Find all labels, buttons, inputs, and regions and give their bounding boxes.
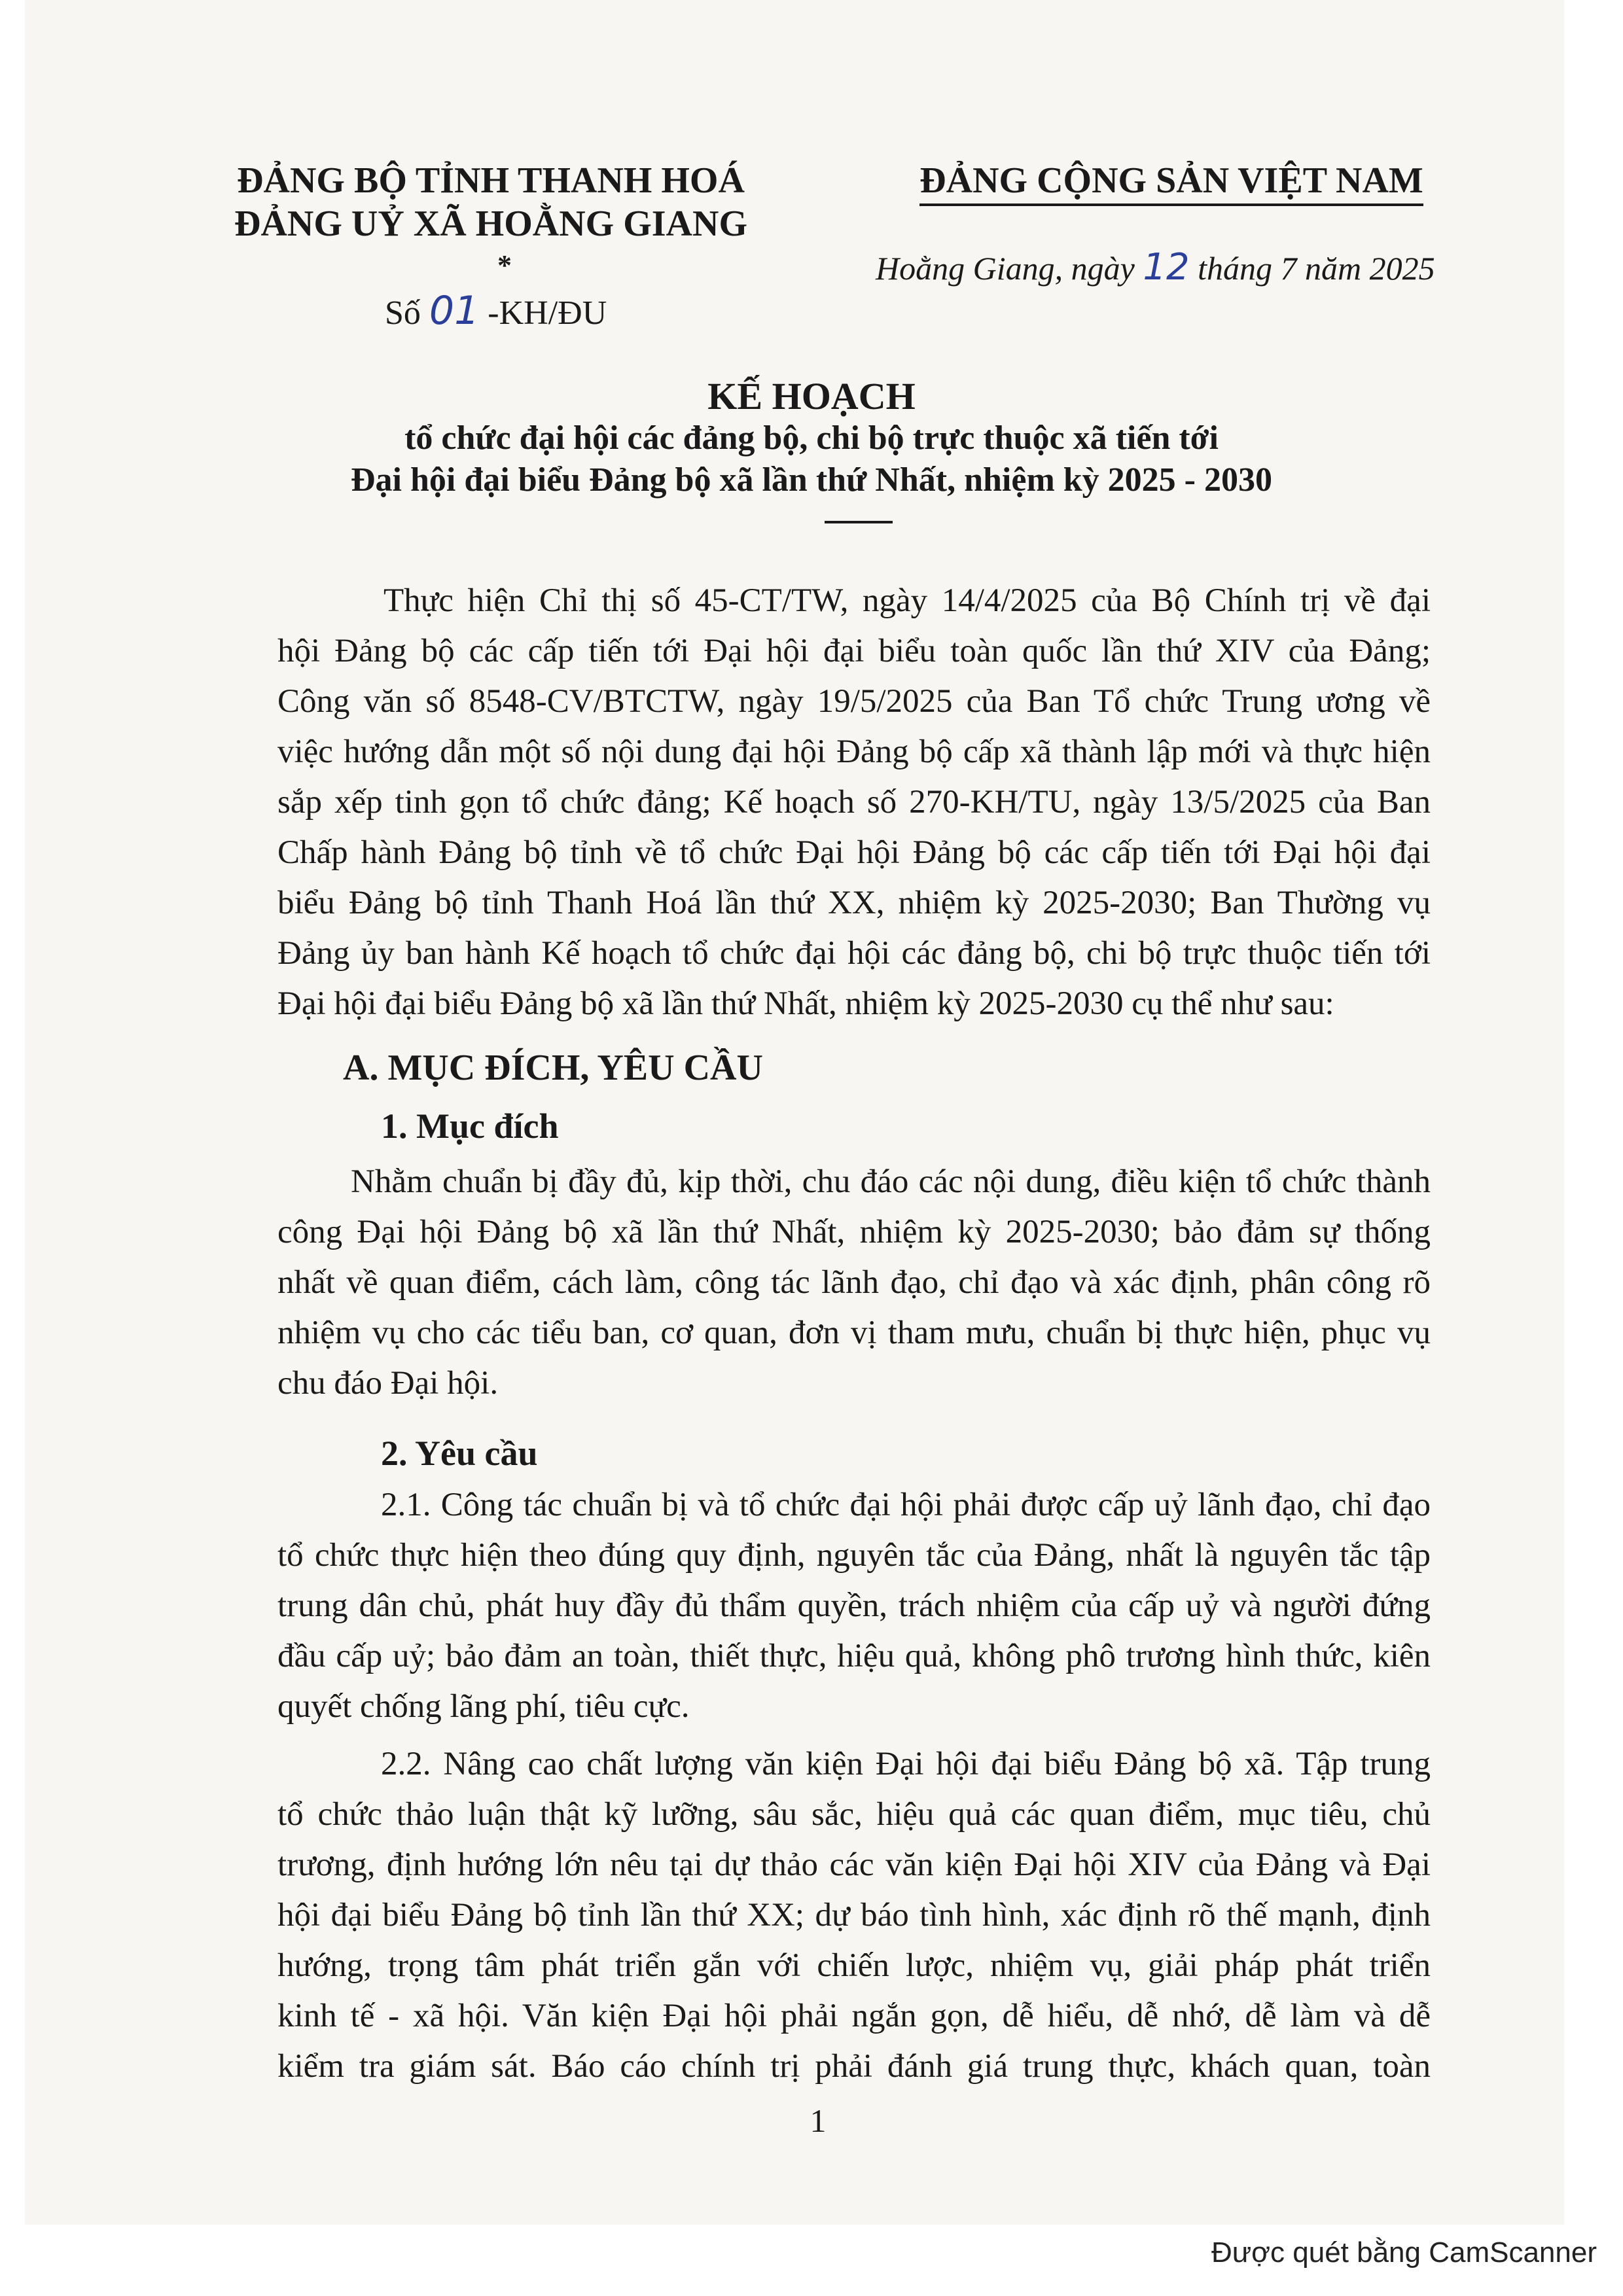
intro-line: biểu Đảng bộ tỉnh Thanh Hoá lần thứ XX, nhiệm kỳ 2025-2030; Ban Thường vụ	[277, 885, 1431, 921]
party-committee-province: ĐẢNG BỘ TỈNH THANH HOÁ	[237, 160, 745, 201]
intro-line: Đại hội đại biểu Đảng bộ xã lần thứ Nhất, nhiệm kỳ 2025-2030 cụ thể như sau:	[277, 985, 1334, 1022]
requirement-2-1-line: quyết chống lãng phí, tiêu cực.	[277, 1688, 690, 1725]
purpose-line: nhất về quan điểm, cách làm, công tác lãnh đạo, chỉ đạo và xác định, phân công rõ	[277, 1264, 1431, 1301]
date-day-handwritten: 12	[1143, 246, 1190, 289]
document-subtitle-line2: Đại hội đại biểu Đảng bộ xã lần thứ Nhất, nhiệm kỳ 2025 - 2030	[350, 461, 1272, 499]
requirement-2-2-line: hướng, trọng tâm phát triển gắn với chiến lược, nhiệm vụ, giải pháp phát triển	[277, 1947, 1431, 1984]
intro-line: Chấp hành Đảng bộ tỉnh về tổ chức Đại hội Đảng bộ các cấp tiến tới Đại hội đại	[277, 834, 1431, 871]
document-subtitle-line1: tổ chức đại hội các đảng bộ, chi bộ trực thuộc xã tiến tới	[404, 419, 1219, 457]
document-title: KẾ HOẠCH	[707, 375, 916, 417]
requirements-heading: 2. Yêu cầu	[381, 1434, 538, 1473]
requirement-2-2-line: trương, định hướng lớn nêu tại dự thảo các văn kiện Đại hội XIV của Đảng và Đại	[277, 1846, 1431, 1883]
purpose-line: công Đại hội Đảng bộ xã lần thứ Nhất, nhiệm kỳ 2025-2030; bảo đảm sự thống	[277, 1214, 1431, 1250]
requirement-2-2-line: 2.2. Nâng cao chất lượng văn kiện Đại hội đại biểu Đảng bộ xã. Tập trung	[381, 1746, 1431, 1782]
purpose-line: nhiệm vụ cho các tiểu ban, cơ quan, đơn vị tham mưu, chuẩn bị thực hiện, phục vụ	[277, 1315, 1431, 1351]
date-suffix: tháng 7 năm 2025	[1198, 250, 1435, 287]
page-number: 1	[810, 2102, 827, 2139]
purpose-line: Nhằm chuẩn bị đầy đủ, kịp thời, chu đáo các nội dung, điều kiện tổ chức thành	[351, 1163, 1431, 1200]
document-number	[385, 288, 607, 334]
requirement-2-1-line: 2.1. Công tác chuẩn bị và tổ chức đại hội phải được cấp uỷ lãnh đạo, chỉ đạo	[381, 1487, 1431, 1523]
purpose-line: chu đáo Đại hội.	[277, 1365, 499, 1402]
intro-line: Đảng ủy ban hành Kế hoạch tổ chức đại hội các đảng bộ, chi bộ trực thuộc tiến tới	[277, 935, 1431, 972]
intro-line: Thực hiện Chỉ thị số 45-CT/TW, ngày 14/4/2025 của Bộ Chính trị về đại	[383, 582, 1431, 619]
purpose-paragraph	[277, 1157, 1431, 1409]
title-divider	[825, 521, 893, 523]
header-star: *	[497, 249, 512, 281]
requirement-2-1-line: đầu cấp uỷ; bảo đảm an toàn, thiết thực, hiệu quả, không phô trương hình thức, kiên	[277, 1638, 1431, 1674]
party-name-title: ĐẢNG CỘNG SẢN VIỆT NAM	[916, 162, 1427, 199]
requirement-2-2	[277, 1739, 1431, 2092]
purpose-heading: 1. Mục đích	[381, 1106, 559, 1146]
requirement-2-2-line: kiểm tra giám sát. Báo cáo chính trị phải đánh giá trung thực, khách quan, toàn	[277, 2048, 1431, 2085]
document-number-prefix: Số	[385, 294, 421, 332]
intro-line: hội Đảng bộ các cấp tiến tới Đại hội đại biểu toàn quốc lần thứ XIV của Đảng;	[277, 633, 1431, 669]
requirement-2-1	[277, 1480, 1431, 1732]
document-number-handwritten: 01	[429, 288, 480, 334]
requirement-2-1-line: trung dân chủ, phát huy đầy đủ thẩm quyền, trách nhiệm của cấp uỷ và người đứng	[277, 1587, 1431, 1624]
intro-line: sắp xếp tinh gọn tổ chức đảng; Kế hoạch số 270-KH/TU, ngày 13/5/2025 của Ban	[277, 784, 1431, 821]
requirement-2-2-line: tổ chức thảo luận thật kỹ lưỡng, sâu sắc, hiệu quả các quan điểm, mục tiêu, chủ	[277, 1796, 1431, 1833]
intro-line: Công văn số 8548-CV/BTCTW, ngày 19/5/2025 của Ban Tổ chức Trung ương về	[277, 683, 1431, 720]
requirement-2-1-line: tổ chức thực hiện theo đúng quy định, nguyên tắc của Đảng, nhất là nguyên tắc tập	[277, 1537, 1431, 1574]
place-and-date	[876, 246, 1435, 289]
requirement-2-2-line: hội đại biểu Đảng bộ tỉnh lần thứ XX; dự báo tình hình, xác định rõ thế mạnh, định	[277, 1897, 1431, 1934]
intro-paragraph	[277, 576, 1431, 1029]
section-a-heading: A. MỤC ĐÍCH, YÊU CẦU	[343, 1048, 763, 1088]
intro-line: việc hướng dẫn một số nội dung đại hội Đảng bộ cấp xã thành lập mới và thực hiện	[277, 733, 1431, 770]
camscanner-note: Được quét bằng CamScanner	[1211, 2236, 1597, 2269]
document-number-suffix: -KH/ĐU	[488, 294, 607, 332]
party-committee-commune: ĐẢNG UỶ XÃ HOẰNG GIANG	[234, 203, 747, 244]
date-prefix: Hoằng Giang, ngày	[876, 250, 1135, 287]
requirement-2-2-line: kinh tế - xã hội. Văn kiện Đại hội phải ngắn gọn, dễ hiểu, dễ nhớ, dễ làm và dễ	[277, 1998, 1431, 2034]
